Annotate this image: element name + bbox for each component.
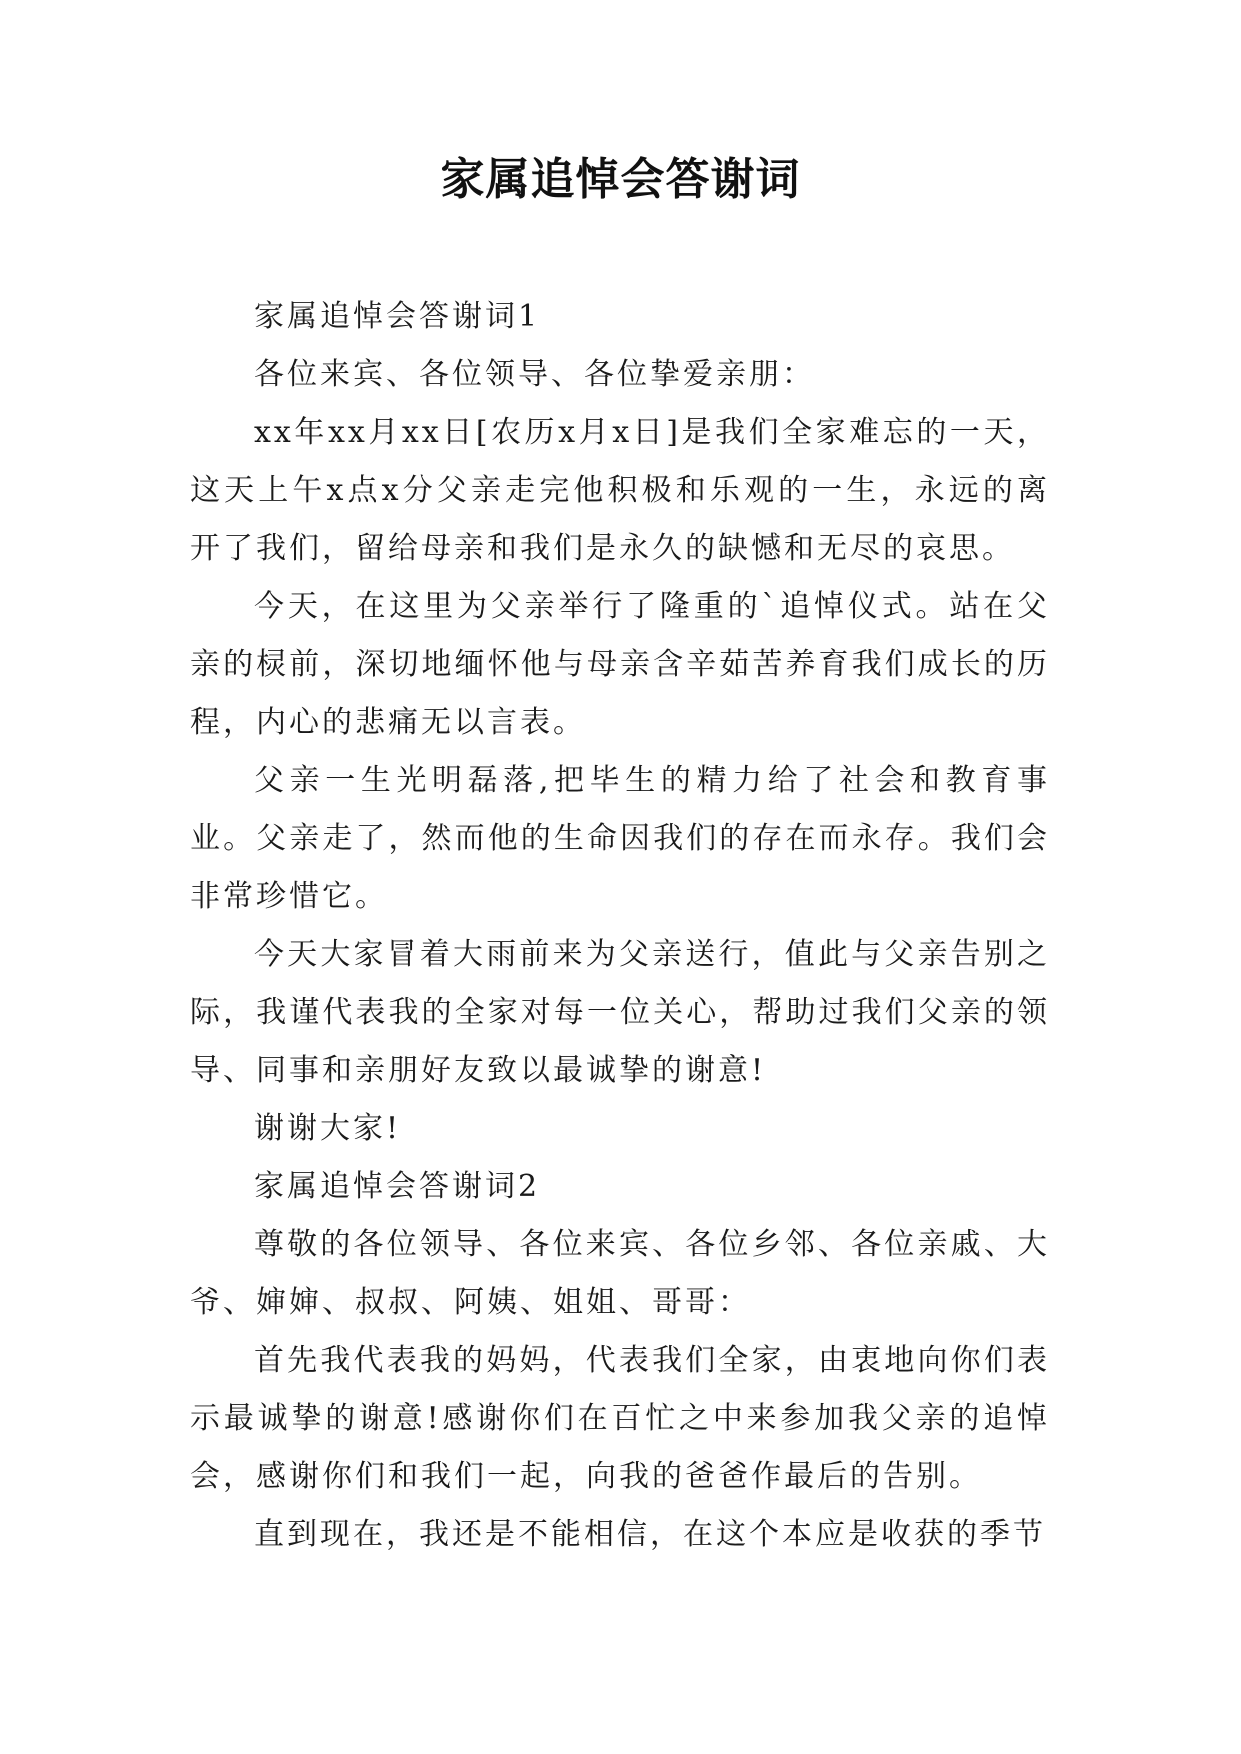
section-heading-1: 家属追悼会答谢词1 (254, 299, 541, 334)
document-body (190, 288, 1050, 1564)
paragraph: 直到现在，我还是不能相信，在这个本应是收获的季节 (254, 1517, 1046, 1552)
paragraph: xx年xx月xx日[农历x月x日]是我们全家难忘的一天，这天上午x点x分父亲走完他积极和乐观的一生，永远的离开了我们，留给母亲和我们是永久的缺憾和无尽的哀思。 (190, 415, 1050, 566)
salutation-2: 尊敬的各位领导、各位来宾、各位乡邻、各位亲戚、大爷、婶婶、叔叔、阿姨、姐姐、哥哥： (190, 1227, 1050, 1320)
paragraph: 首先我代表我的妈妈，代表我们全家，由衷地向你们表示最诚挚的谢意!感谢你们在百忙之中来参加我父亲的追悼会，感谢你们和我们一起，向我的爸爸作最后的告别。 (190, 1343, 1050, 1494)
paragraph: 父亲一生光明磊落,把毕生的精力给了社会和教育事业。父亲走了，然而他的生命因我们的存在而永存。我们会非常珍惜它。 (190, 763, 1050, 914)
document-title: 家属追悼会答谢词 (440, 154, 801, 205)
closing-line: 谢谢大家! (254, 1111, 402, 1146)
paragraph: 今天大家冒着大雨前来为父亲送行，值此与父亲告别之际，我谨代表我的全家对每一位关心，帮助过我们父亲的领导、同事和亲朋好友致以最诚挚的谢意! (190, 937, 1050, 1088)
salutation-1: 各位来宾、各位领导、各位挚爱亲朋： (254, 357, 815, 392)
section-heading-2: 家属追悼会答谢词2 (254, 1169, 541, 1204)
paragraph: 今天，在这里为父亲举行了隆重的`追悼仪式。站在父亲的棂前，深切地缅怀他与母亲含辛茹苦养育我们成长的历程，内心的悲痛无以言表。 (190, 589, 1050, 740)
